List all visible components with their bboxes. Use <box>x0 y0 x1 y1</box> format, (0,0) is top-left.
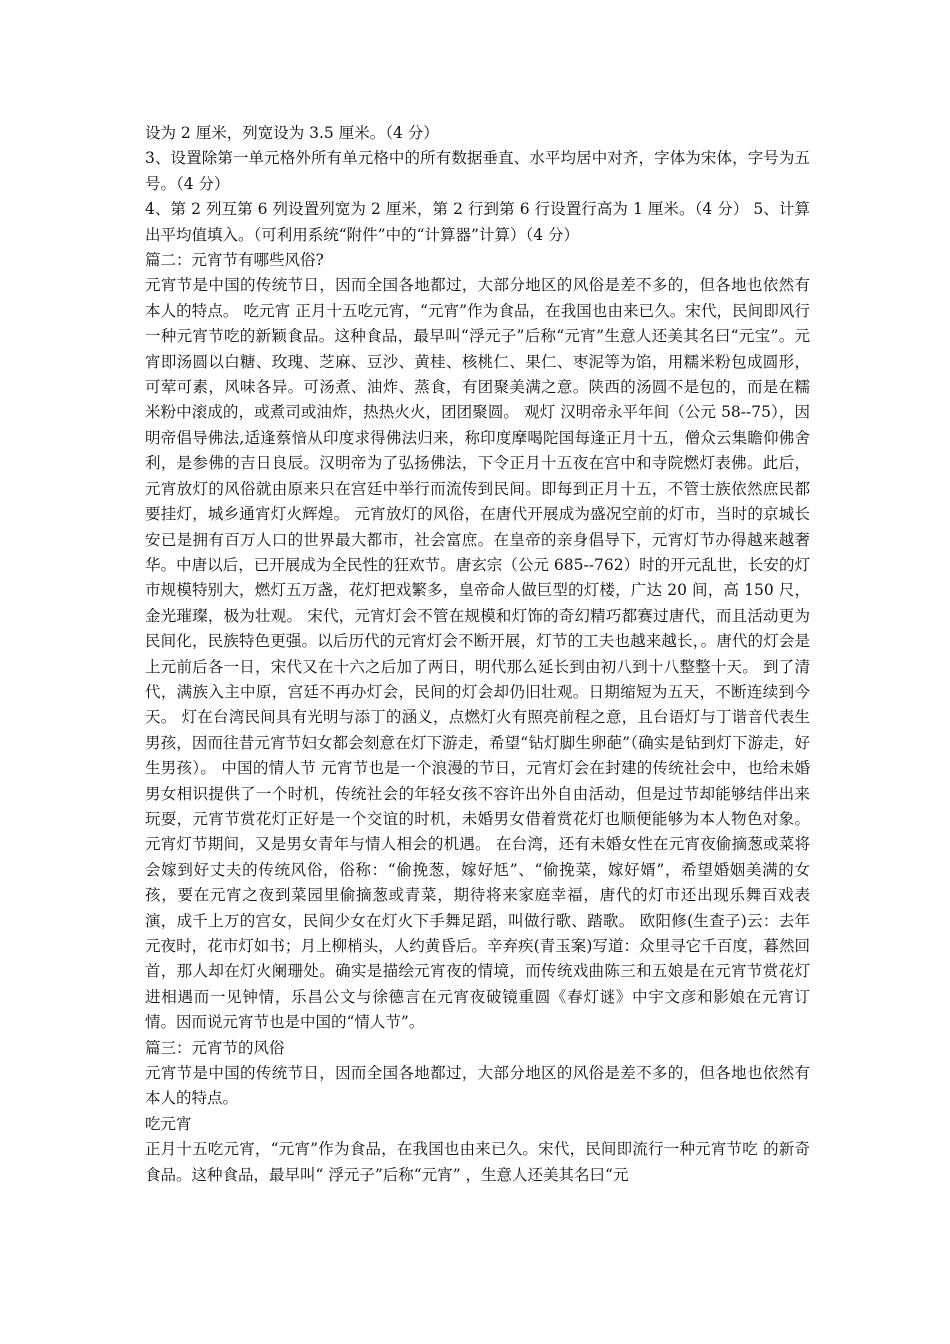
document-body <box>145 121 810 1188</box>
instruction-items-4-5: 4、第 2 列互第 6 列设置列宽为 2 厘米，第 2 行到第 6 行设置行高为 1 厘米。（4 分） 5、计算出平均值填入。（可利用系统“附件”中的“计算器”计算）（4 分） <box>145 200 810 244</box>
instruction-line-2: 设为 2 厘米，列宽设为 3.5 厘米。（4 分） <box>145 124 439 142</box>
section-3-body: 正月十五吃元宵，“元宵”作为食品，在我国也由来已久。宋代，民间即流行一种元宵节吃 的新奇食品。这种食品，最早叫“ 浮元子”后称“元宵” ，生意人还美其名曰“元 <box>145 1140 810 1184</box>
section-heading-3: 篇三：元宵节的风俗 <box>145 1038 285 1057</box>
section-2-body: 元宵节是中国的传统节日，因而全国各地都过，大部分地区的风俗是差不多的，但各地也依然有本人的特点。 吃元宵 正月十五吃元宵，“元宵”作为食品，在我国也由来已久。宋代，民间即风行一种元宵节吃的新颖食品。这种食品，最早叫“浮元子”后称“元宵”生意人还美其名曰“元宝”。元宵即汤圆以白糖、玫瑰、芝麻、豆沙、黄桂、核桃仁、果仁、枣泥等为馅，用糯米粉包成圆形，可荤可素，风味各异。可汤煮、油炸、蒸食，有团聚美满之意。陕西的汤圆不是包的，而是在糯米粉中滚成的，或煮司或油炸，热热火火，团团聚圆。 观灯 汉明帝永平年间（公元 58--75），因明帝倡导佛法,适逢蔡愔从印度求得佛法归来，称印度摩喝陀国每逢正月十五，僧众云集瞻仰佛舍利，是参佛的吉日良辰。汉明帝为了弘扬佛法，下令正月十五夜在宫中和寺院燃灯表佛。此后，元宵放灯的风俗就由原来只在宫廷中举行而流传到民间。即每到正月十五，不管士族依然庶民都要挂灯，城乡通宵灯火辉煌。 元宵放灯的风俗，在唐代开展成为盛况空前的灯市，当时的京城长安已是拥有百万人口的世界最大都市，社会富庶。在皇帝的亲身倡导下，元宵灯节办得越来越奢华。中唐以后，已开展成为全民性的狂欢节。唐玄宗（公元 685--762）时的开元乱世，长安的灯市规模特别大，燃灯五万盏，花灯把戏繁多，皇帝命人做巨型的灯楼，广达 20 间，高 150 尺，金光璀璨，极为壮观。 宋代，元宵灯会不管在规模和灯饰的奇幻精巧都赛过唐代，而且活动更为民间化，民族特色更强。以后历代的元宵灯会不断开展，灯节的工夫也越来越长，。唐代的灯会是上元前后各一日，宋代又在十六之后加了两日，明代那么延长到由初八到十八整整十天。 到了清代，满族入主中原，宫廷不再办灯会，民间的灯会却仍旧壮观。日期缩短为五天，不断连续到今天。 灯在台湾民间具有光明与添丁的涵义，点燃灯火有照亮前程之意，且台语灯与丁谐音代表生男孩，因而往昔元宵节妇女都会刻意在灯下游走，希望“钻灯脚生卵葩”（确实是钻到灯下游走，好生男孩）。 中国的情人节 元宵节也是一个浪漫的节日，元宵灯会在封建的传统社会中，也给未婚男女相识提供了一个时机，传统社会的年轻女孩不容许出外自由活动，但是过节却能够结伴出来玩耍，元宵节赏花灯正好是一个交谊的时机，未婚男女借着赏花灯也顺便能够为本人物色对象。元宵灯节期间，又是男女青年与情人相会的机遇。 在台湾，还有未婚女性在元宵夜偷摘葱或菜将会嫁到好丈夫的传统风俗，俗称：“偷挽葱，嫁好尪”、“偷挽菜，嫁好婿”，希望婚姻美满的女孩，要在元宵之夜到菜园里偷摘葱或青菜，期待将来家庭幸福，唐代的灯市还出现乐舞百戏表演，成千上万的宫女，民间少女在灯火下手舞足蹈，叫做行歌、踏歌。 欧阳修(生查子)云：去年元夜时，花市灯如书；月上柳梢头，人约黄昏后。辛弃疾(青玉案)写道：众里寻它千百度，暮然回首，那人却在灯火阑珊处。确实是描绘元宵夜的情境，而传统戏曲陈三和五娘是在元宵节赏花灯进相遇而一见钟情，乐昌公文与徐德言在元宵夜破镜重圆《春灯谜》中宇文彦和影娘在元宵订情。因而说元宵节也是中国的“情人节”。 <box>145 276 810 1032</box>
section-heading-2: 篇二：元宵节有哪些风俗? <box>145 251 324 270</box>
section-3-subheading: 吃元宵 <box>145 1114 192 1133</box>
section-3-intro: 元宵节是中国的传统节日，因而全国各地都过，大部分地区的风俗是差不多的，但各地也依然有本人的特点。 <box>145 1064 810 1108</box>
instruction-item-3: 3、设置除第一单元格外所有单元格中的所有数据垂直、水平均居中对齐，字体为宋体，字号为五号。（4 分） <box>145 149 810 193</box>
